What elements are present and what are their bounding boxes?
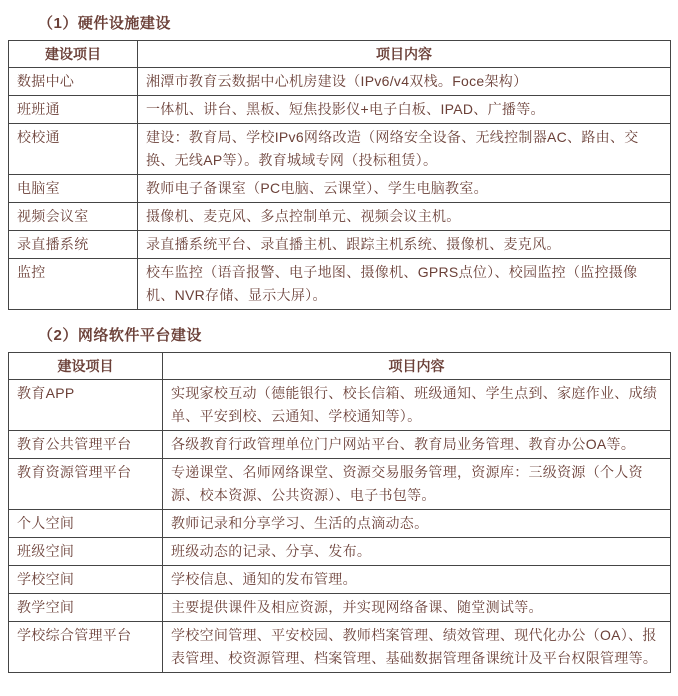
content-cell: 校车监控（语音报警、电子地图、摄像机、GPRS点位）、校园监控（监控摄像机、NVR存储、显示大屏）。: [138, 259, 671, 310]
table-row: [9, 566, 671, 594]
content-cell: 湘潭市教育云数据中心机房建设（IPv6/v4双栈。Foce架构）: [138, 68, 671, 96]
table-row: [9, 68, 671, 96]
content-cell: 摄像机、麦克风、多点控制单元、视频会议主机。: [138, 203, 671, 231]
section-hardware: [8, 12, 671, 310]
column-header-content: 项目内容: [163, 353, 671, 380]
project-cell: 教育公共管理平台: [9, 431, 163, 459]
column-header-project: 建设项目: [9, 41, 138, 68]
content-cell: 学校空间管理、平安校园、教师档案管理、绩效管理、现代化办公（OA）、报表管理、校资源管理、档案管理、基础数据管理备课统计及平台权限管理等。: [163, 622, 671, 673]
hardware-table: [8, 40, 671, 310]
table-row: [9, 622, 671, 673]
content-cell: 主要提供课件及相应资源，并实现网络备课、随堂测试等。: [163, 594, 671, 622]
table-row: [9, 594, 671, 622]
project-cell: 校校通: [9, 124, 138, 175]
column-header-project: 建设项目: [9, 353, 163, 380]
project-cell: 个人空间: [9, 510, 163, 538]
section-software: [8, 324, 671, 673]
project-cell: 学校综合管理平台: [9, 622, 163, 673]
content-cell: 建设：教育局、学校IPv6网络改造（网络安全设备、无线控制器AC、路由、交换、无线AP等）。教育城域专网（投标租赁）。: [138, 124, 671, 175]
table-row: [9, 203, 671, 231]
project-cell: 视频会议室: [9, 203, 138, 231]
project-cell: 数据中心: [9, 68, 138, 96]
table-row: [9, 175, 671, 203]
content-cell: 教师电子备课室（PC电脑、云课堂）、学生电脑教室。: [138, 175, 671, 203]
content-cell: 学校信息、通知的发布管理。: [163, 566, 671, 594]
content-cell: 教师记录和分享学习、生活的点滴动态。: [163, 510, 671, 538]
table-row: [9, 380, 671, 431]
project-cell: 学校空间: [9, 566, 163, 594]
project-cell: 录直播系统: [9, 231, 138, 259]
project-cell: 班级空间: [9, 538, 163, 566]
table-header-row: [9, 41, 671, 68]
table-row: [9, 510, 671, 538]
project-cell: 电脑室: [9, 175, 138, 203]
table-row: [9, 431, 671, 459]
content-cell: 实现家校互动（德能银行、校长信箱、班级通知、学生点到、家庭作业、成绩单、平安到校、云通知、学校通知等）。: [163, 380, 671, 431]
content-cell: 一体机、讲台、黑板、短焦投影仪+电子白板、IPAD、广播等。: [138, 96, 671, 124]
section-hardware-heading: （1）硬件设施建设: [38, 15, 171, 32]
content-cell: 录直播系统平台、录直播主机、跟踪主机系统、摄像机、麦克风。: [138, 231, 671, 259]
project-cell: 班班通: [9, 96, 138, 124]
table-row: [9, 231, 671, 259]
column-header-content: 项目内容: [138, 41, 671, 68]
project-cell: 监控: [9, 259, 138, 310]
project-cell: 教育资源管理平台: [9, 459, 163, 510]
section-software-heading: （2）网络软件平台建设: [38, 327, 202, 344]
table-header-row: [9, 353, 671, 380]
table-row: [9, 124, 671, 175]
project-cell: 教学空间: [9, 594, 163, 622]
software-table: [8, 352, 671, 673]
content-cell: 班级动态的记录、分享、发布。: [163, 538, 671, 566]
content-cell: 专递课堂、名师网络课堂、资源交易服务管理，资源库：三级资源（个人资源、校本资源、公共资源）、电子书包等。: [163, 459, 671, 510]
table-row: [9, 459, 671, 510]
table-row: [9, 96, 671, 124]
table-row: [9, 538, 671, 566]
table-row: [9, 259, 671, 310]
content-cell: 各级教育行政管理单位门户网站平台、教育局业务管理、教育办公OA等。: [163, 431, 671, 459]
project-cell: 教育APP: [9, 380, 163, 431]
